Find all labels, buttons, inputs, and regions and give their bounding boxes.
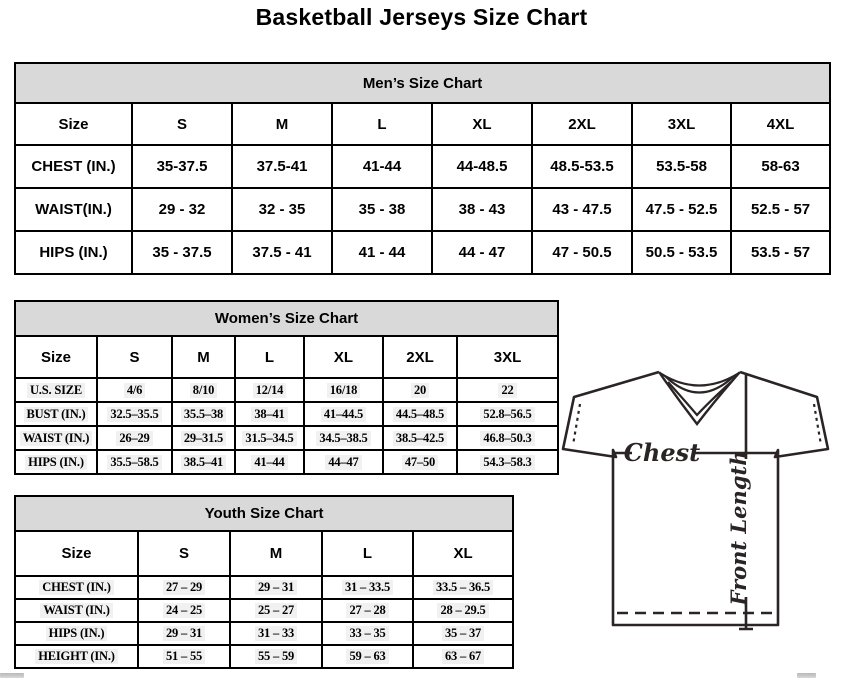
column-header-cell: XL xyxy=(413,531,513,576)
column-header-cell: 3XL xyxy=(632,103,731,145)
row-label-cell-text: HIPS (IN.) xyxy=(46,626,108,641)
value-cell-text: 35 – 37 xyxy=(442,626,484,641)
value-cell xyxy=(172,450,235,474)
row-label-cell-text: WAIST (IN.) xyxy=(20,431,92,446)
table-title: Women’s Size Chart xyxy=(15,301,558,336)
row-label-cell xyxy=(15,645,138,668)
table-row xyxy=(15,576,513,599)
value-cell-text: 27 – 28 xyxy=(346,603,388,618)
value-cell: 47 - 50.5 xyxy=(532,231,632,274)
value-cell-text: 31.5–34.5 xyxy=(242,431,296,446)
value-cell xyxy=(304,426,383,450)
value-cell-text: 47–50 xyxy=(402,455,438,470)
value-cell-text: 16/18 xyxy=(327,383,360,398)
value-cell: 47.5 - 52.5 xyxy=(632,188,731,231)
value-cell xyxy=(172,402,235,426)
value-cell xyxy=(235,426,304,450)
value-cell-text: 27 – 29 xyxy=(163,580,205,595)
value-cell xyxy=(138,622,230,645)
value-cell-text: 29 – 31 xyxy=(163,626,205,641)
value-cell: 35 - 38 xyxy=(332,188,432,231)
value-cell-text: 29 – 31 xyxy=(255,580,297,595)
column-header-cell: 2XL xyxy=(532,103,632,145)
scrollbar-fragment-right[interactable] xyxy=(797,673,816,678)
row-label-cell-text: HIPS (IN.) xyxy=(25,455,87,470)
column-header-cell: S xyxy=(97,336,172,378)
size-header-cell: Size xyxy=(15,531,138,576)
table-row xyxy=(15,378,558,402)
column-header-cell: M xyxy=(232,103,332,145)
value-cell xyxy=(172,378,235,402)
value-cell xyxy=(304,402,383,426)
value-cell-text: 26–29 xyxy=(116,431,152,446)
table-row xyxy=(15,103,830,145)
value-cell: 37.5-41 xyxy=(232,145,332,188)
table-row xyxy=(15,63,830,103)
value-cell-text: 41–44.5 xyxy=(321,407,366,422)
column-header-cell: L xyxy=(332,103,432,145)
value-cell xyxy=(413,599,513,622)
column-header-cell: M xyxy=(230,531,322,576)
value-cell xyxy=(383,426,457,450)
column-header-cell: 3XL xyxy=(457,336,558,378)
value-cell: 41 - 44 xyxy=(332,231,432,274)
table-row xyxy=(15,496,513,531)
size-header-cell: Size xyxy=(15,336,97,378)
youth-size-chart-table xyxy=(14,495,514,669)
value-cell-text: 46.8–50.3 xyxy=(480,431,534,446)
table-row xyxy=(15,301,558,336)
row-label-cell-text: WAIST (IN.) xyxy=(40,603,112,618)
table-row xyxy=(15,426,558,450)
column-header-cell: 2XL xyxy=(383,336,457,378)
jersey-measurement-diagram xyxy=(556,362,838,662)
value-cell-text: 59 – 63 xyxy=(346,649,388,664)
value-cell: 48.5-53.5 xyxy=(532,145,632,188)
value-cell-text: 38–41 xyxy=(251,407,287,422)
value-cell-text: 54.3–58.3 xyxy=(480,455,534,470)
row-label-cell xyxy=(15,378,97,402)
chest-label: Chest xyxy=(623,438,701,467)
table-title: Men’s Size Chart xyxy=(15,63,830,103)
column-header-cell: 4XL xyxy=(731,103,830,145)
value-cell: 35-37.5 xyxy=(132,145,232,188)
value-cell-text: 22 xyxy=(498,383,516,398)
value-cell-text: 20 xyxy=(411,383,429,398)
value-cell xyxy=(172,426,235,450)
row-label-cell xyxy=(15,450,97,474)
value-cell: 50.5 - 53.5 xyxy=(632,231,731,274)
value-cell-text: 41–44 xyxy=(251,455,287,470)
table-row xyxy=(15,402,558,426)
table-row xyxy=(15,336,558,378)
value-cell-text: 35.5–38 xyxy=(181,407,226,422)
table-row xyxy=(15,622,513,645)
value-cell xyxy=(138,599,230,622)
value-cell-text: 38.5–41 xyxy=(181,455,226,470)
value-cell xyxy=(457,402,558,426)
table-row xyxy=(15,599,513,622)
value-cell-text: 8/10 xyxy=(190,383,217,398)
scrollbar-fragment-left[interactable] xyxy=(0,673,24,678)
value-cell-text: 44–47 xyxy=(325,455,361,470)
value-cell-text: 12/14 xyxy=(253,383,286,398)
column-header-cell: S xyxy=(132,103,232,145)
value-cell: 35 - 37.5 xyxy=(132,231,232,274)
value-cell-text: 38.5–42.5 xyxy=(393,431,447,446)
value-cell xyxy=(304,450,383,474)
row-label-cell: CHEST (IN.) xyxy=(15,145,132,188)
value-cell xyxy=(230,645,322,668)
value-cell xyxy=(97,450,172,474)
value-cell-text: 63 – 67 xyxy=(442,649,484,664)
value-cell-text: 51 – 55 xyxy=(163,649,205,664)
value-cell xyxy=(304,378,383,402)
row-label-cell: HIPS (IN.) xyxy=(15,231,132,274)
value-cell-text: 44.5–48.5 xyxy=(393,407,447,422)
value-cell xyxy=(457,426,558,450)
value-cell xyxy=(457,450,558,474)
value-cell xyxy=(235,378,304,402)
value-cell xyxy=(322,622,413,645)
value-cell-text: 33.5 – 36.5 xyxy=(433,580,493,595)
value-cell-text: 55 – 59 xyxy=(255,649,297,664)
row-label-cell-text: BUST (IN.) xyxy=(24,407,89,422)
column-header-cell: XL xyxy=(432,103,532,145)
collar-back-arc-1 xyxy=(660,373,739,386)
row-label-cell xyxy=(15,576,138,599)
value-cell xyxy=(413,645,513,668)
row-label-cell-text: U.S. SIZE xyxy=(27,383,85,398)
value-cell-text: 33 – 35 xyxy=(346,626,388,641)
value-cell-text: 4/6 xyxy=(124,383,145,398)
value-cell: 44 - 47 xyxy=(432,231,532,274)
value-cell: 52.5 - 57 xyxy=(731,188,830,231)
value-cell-text: 35.5–58.5 xyxy=(107,455,161,470)
value-cell-text: 31 – 33 xyxy=(255,626,297,641)
value-cell: 32 - 35 xyxy=(232,188,332,231)
value-cell xyxy=(322,645,413,668)
table-row xyxy=(15,531,513,576)
value-cell: 41-44 xyxy=(332,145,432,188)
row-label-cell: WAIST(IN.) xyxy=(15,188,132,231)
value-cell xyxy=(230,599,322,622)
value-cell xyxy=(322,576,413,599)
left-cuff-dashed-line xyxy=(573,404,580,445)
value-cell: 53.5-58 xyxy=(632,145,731,188)
row-label-cell xyxy=(15,402,97,426)
value-cell: 53.5 - 57 xyxy=(731,231,830,274)
value-cell xyxy=(138,645,230,668)
jersey-outline xyxy=(563,372,828,625)
value-cell-text: 52.8–56.5 xyxy=(480,407,534,422)
value-cell xyxy=(97,378,172,402)
value-cell-text: 32.5–35.5 xyxy=(107,407,161,422)
table-row xyxy=(15,645,513,668)
row-label-cell xyxy=(15,426,97,450)
value-cell-text: 34.5–38.5 xyxy=(316,431,370,446)
value-cell xyxy=(457,378,558,402)
column-header-cell: XL xyxy=(304,336,383,378)
page-title: Basketball Jerseys Size Chart xyxy=(255,4,588,30)
table-row xyxy=(15,450,558,474)
value-cell xyxy=(322,599,413,622)
value-cell xyxy=(230,576,322,599)
row-label-cell xyxy=(15,622,138,645)
value-cell-text: 24 – 25 xyxy=(163,603,205,618)
value-cell-text: 25 – 27 xyxy=(255,603,297,618)
mens-size-chart-table xyxy=(14,62,831,275)
value-cell: 38 - 43 xyxy=(432,188,532,231)
value-cell xyxy=(138,576,230,599)
value-cell xyxy=(97,426,172,450)
value-cell xyxy=(97,402,172,426)
front-length-label: Front Length xyxy=(726,450,751,606)
size-header-cell: Size xyxy=(15,103,132,145)
value-cell: 44-48.5 xyxy=(432,145,532,188)
row-label-cell-text: HEIGHT (IN.) xyxy=(35,649,118,664)
value-cell xyxy=(383,402,457,426)
value-cell-text: 28 – 29.5 xyxy=(437,603,488,618)
column-header-cell: M xyxy=(172,336,235,378)
value-cell: 37.5 - 41 xyxy=(232,231,332,274)
value-cell xyxy=(383,378,457,402)
value-cell: 58-63 xyxy=(731,145,830,188)
column-header-cell: L xyxy=(322,531,413,576)
table-row xyxy=(15,145,830,188)
value-cell: 43 - 47.5 xyxy=(532,188,632,231)
value-cell xyxy=(413,622,513,645)
womens-size-chart-table xyxy=(14,300,559,475)
column-header-cell: S xyxy=(138,531,230,576)
value-cell-text: 29–31.5 xyxy=(181,431,226,446)
value-cell xyxy=(235,450,304,474)
value-cell xyxy=(383,450,457,474)
column-header-cell: L xyxy=(235,336,304,378)
table-row xyxy=(15,188,830,231)
row-label-cell-text: CHEST (IN.) xyxy=(39,580,113,595)
value-cell: 29 - 32 xyxy=(132,188,232,231)
value-cell-text: 31 – 33.5 xyxy=(342,580,393,595)
row-label-cell xyxy=(15,599,138,622)
value-cell xyxy=(230,622,322,645)
table-title: Youth Size Chart xyxy=(15,496,513,531)
value-cell xyxy=(235,402,304,426)
table-row xyxy=(15,231,830,274)
value-cell xyxy=(413,576,513,599)
